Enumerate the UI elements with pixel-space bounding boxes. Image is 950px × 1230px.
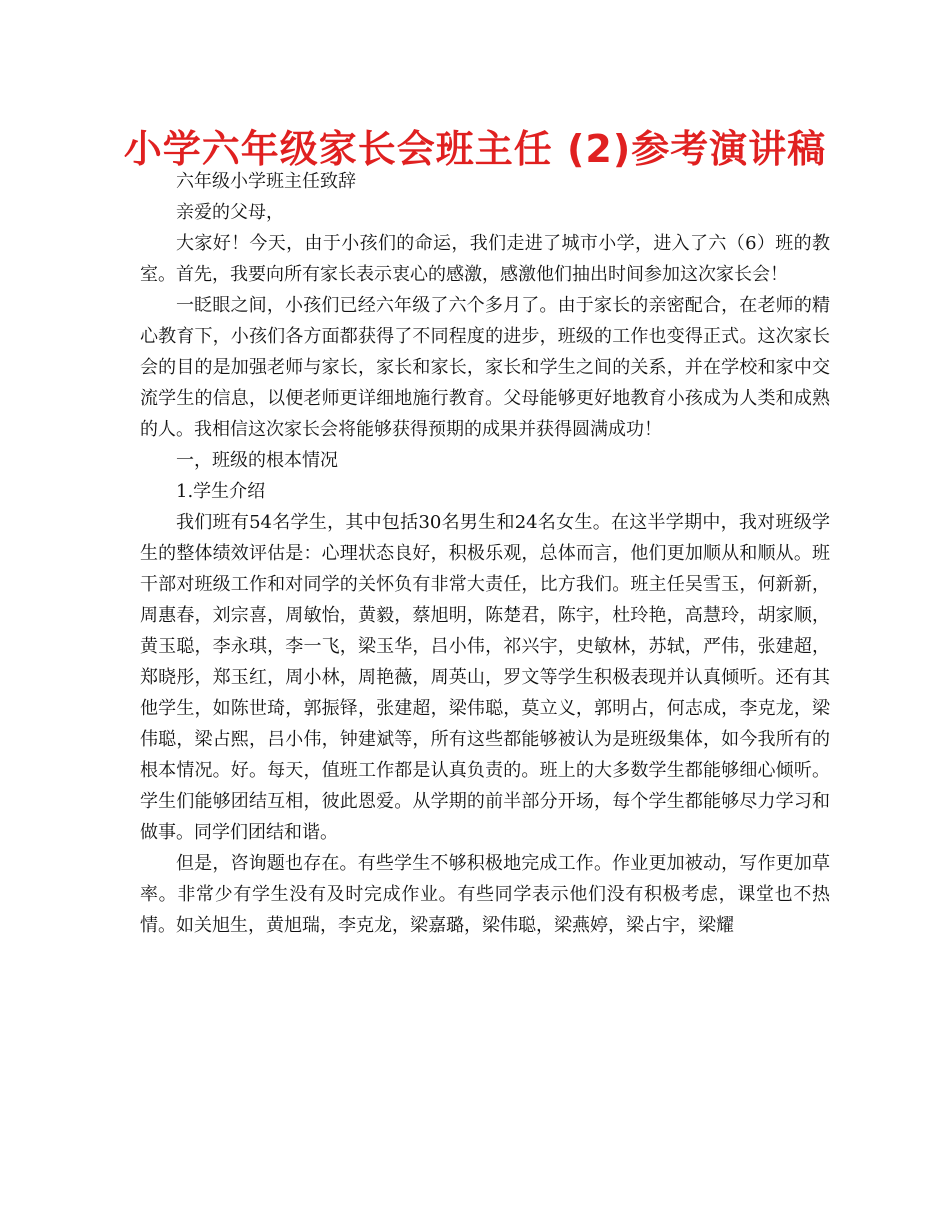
section-heading: 一，班级的根本情况 [176, 450, 338, 471]
paragraph-heading: 六年级小学班主任致辞 [176, 171, 356, 192]
paragraph: 大家好！今天，由于小孩们的命运，我们走进了城市小学，进入了六（6）班的教室。首先，我要向所有家长表示衷心的感激，感激他们抽出时间参加这次家长会！ [140, 233, 830, 285]
subsection-heading: 1.学生介绍 [176, 481, 266, 502]
document-title: 小学六年级家长会班主任 (2)参考演讲稿 [123, 127, 827, 171]
paragraph: 一眨眼之间，小孩们已经六年级了六个多月了。由于家长的亲密配合，在老师的精心教育下，小孩们各方面都获得了不同程度的进步，班级的工作也变得正式。这次家长会的目的是加强老师与家长，家长和家长，家长和学生之间的关系，并在学校和家中交流学生的信息，以便老师更详细地施行教育。父母能够更好地教育小孩成为人类和成熟的人。我相信这次家长会将能够获得预期的成果并获得圆满成功！ [140, 295, 830, 440]
document-body [140, 166, 830, 941]
paragraph: 但是，咨询题也存在。有些学生不够积极地完成工作。作业更加被动，写作更加草率。非常少有学生没有及时完成作业。有些同学表示他们没有积极考虑，课堂也不热情。如关旭生，黄旭瑞，李克龙，梁嘉璐，梁伟聪，梁燕婷，梁占宇，梁耀 [140, 853, 830, 936]
paragraph-salutation: 亲爱的父母， [176, 202, 284, 223]
paragraph: 我们班有54名学生，其中包括30名男生和24名女生。在这半学期中，我对班级学生的整体绩效评估是：心理状态良好，积极乐观，总体而言，他们更加顺从和顺从。班干部对班级工作和对同学的关怀负有非常大责任，比方我们。班主任吴雪玉，何新新，周惠春，刘宗喜，周敏怡，黄毅，蔡旭明，陈楚君，陈宇，杜玲艳，高慧玲，胡家顺，黄玉聪，李永琪，李一飞，梁玉华，吕小伟，祁兴宇，史敏林，苏轼，严伟，张建超，郑晓彤，郑玉红，周小林，周艳薇，周英山，罗文等学生积极表现并认真倾听。还有其他学生，如陈世琦，郭振铎，张建超，梁伟聪，莫立义，郭明占，何志成，李克龙，梁伟聪，梁占熙，吕小伟，钟建斌等，所有这些都能够被认为是班级集体，如今我所有的根本情况。好。每天，值班工作都是认真负责的。班上的大多数学生都能够细心倾听。学生们能够团结互相，彼此恩爱。从学期的前半部分开场，每个学生都能够尽力学习和做事。同学们团结和谐。 [140, 512, 830, 843]
